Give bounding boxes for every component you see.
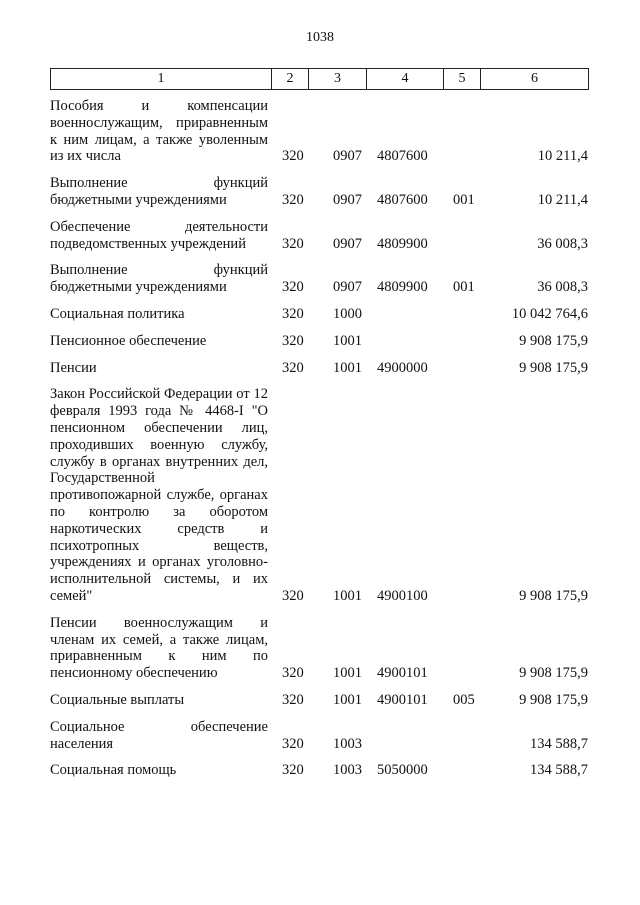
row-expense-type: 005 [453, 691, 475, 708]
row-amount: 134 588,7 [530, 762, 588, 779]
row-ministry-code: 320 [282, 665, 304, 682]
row-ministry-code: 320 [282, 332, 304, 349]
row-name: Социальное обеспечение населения [50, 718, 268, 752]
row-ministry-code: 320 [282, 305, 304, 322]
row-amount: 10 211,4 [537, 191, 588, 208]
row-amount: 36 008,3 [537, 235, 588, 252]
row-amount: 10 211,4 [537, 148, 588, 165]
row-name: Пенсии [50, 359, 97, 376]
column-header-table [50, 68, 589, 90]
row-article-code: 5050000 [377, 762, 428, 779]
table-row [50, 175, 588, 209]
row-ministry-code: 320 [282, 148, 304, 165]
budget-table-body [50, 98, 588, 789]
row-name: Пенсионное обеспечение [50, 332, 207, 349]
row-amount: 134 588,7 [530, 735, 588, 752]
row-name: Социальные выплаты [50, 691, 185, 708]
row-section-code: 1001 [333, 359, 362, 376]
row-section-code: 1001 [333, 332, 362, 349]
column-header-3: 3 [309, 69, 367, 90]
row-ministry-code: 320 [282, 735, 304, 752]
column-header-5: 5 [444, 69, 481, 90]
row-article-code: 4900100 [377, 587, 428, 604]
row-ministry-code: 320 [282, 235, 304, 252]
row-article-code: 4809900 [377, 235, 428, 252]
row-ministry-code: 320 [282, 191, 304, 208]
row-ministry-code: 320 [282, 279, 304, 296]
table-row [50, 360, 588, 377]
table-row [50, 262, 588, 296]
row-ministry-code: 320 [282, 691, 304, 708]
row-expense-type: 001 [453, 191, 475, 208]
row-amount: 9 908 175,9 [519, 691, 588, 708]
table-row [50, 762, 588, 779]
row-article-code: 4809900 [377, 279, 428, 296]
row-name: Выполнение функций бюджетными учреждениями [50, 175, 268, 208]
row-ministry-code: 320 [282, 359, 304, 376]
row-section-code: 0907 [333, 235, 362, 252]
row-section-code: 1001 [333, 665, 362, 682]
table-row [50, 692, 588, 709]
row-ministry-code: 320 [282, 762, 304, 779]
row-article-code: 4900101 [377, 665, 428, 682]
row-section-code: 0907 [333, 191, 362, 208]
table-row [50, 333, 588, 350]
row-name: Пенсии военнослужащим и членам их семей, а также лицам, приравненным к ним по пенсионному обеспечению [50, 614, 268, 682]
page-number: 1038 [306, 30, 334, 45]
row-amount: 9 908 175,9 [519, 332, 588, 349]
row-name: Выполнение функций бюджетными учреждениями [50, 262, 268, 296]
row-article-code: 4807600 [377, 191, 428, 208]
row-article-code: 4807600 [377, 148, 428, 165]
table-row [50, 719, 588, 753]
row-section-code: 0907 [333, 148, 362, 165]
row-ministry-code: 320 [282, 587, 304, 604]
row-name: Социальная политика [50, 305, 185, 322]
row-section-code: 1001 [333, 691, 362, 708]
table-row [50, 615, 588, 682]
column-header-6: 6 [481, 69, 589, 90]
row-amount: 9 908 175,9 [519, 587, 588, 604]
row-section-code: 0907 [333, 279, 362, 296]
row-amount: 36 008,3 [537, 279, 588, 296]
row-section-code: 1003 [333, 735, 362, 752]
row-amount: 10 042 764,6 [511, 305, 588, 322]
row-expense-type: 001 [453, 279, 475, 296]
row-article-code: 4900000 [377, 359, 428, 376]
table-row [50, 306, 588, 323]
row-article-code: 4900101 [377, 691, 428, 708]
column-header-1: 1 [51, 69, 272, 90]
column-header-row [51, 69, 589, 90]
row-name: Социальная помощь [50, 762, 177, 779]
row-section-code: 1000 [333, 305, 362, 322]
table-row [50, 386, 588, 604]
row-name: Пособия и компенсации военнослужащим, приравненным к ним лицам, а также уволенным из их числа [50, 98, 268, 165]
row-name: Обеспечение деятельности подведомственных учреждений [50, 218, 268, 252]
column-header-4: 4 [367, 69, 444, 90]
row-amount: 9 908 175,9 [519, 665, 588, 682]
row-section-code: 1003 [333, 762, 362, 779]
table-row [50, 219, 588, 253]
row-section-code: 1001 [333, 587, 362, 604]
table-row [50, 98, 588, 165]
row-name: Закон Российской Федерации от 12 февраля 1993 года № 4468-I "О пенсионном обеспечении лиц, проходивших военную службу, службу в органах внутренних дел, Государственной противопожарной службе, органах по контролю за оборотом наркотических средств и психотропных веществ, учреждениях и органах уголовно-исполнительной системы, и их семей" [50, 386, 268, 604]
row-amount: 9 908 175,9 [519, 359, 588, 376]
column-header-2: 2 [272, 69, 309, 90]
